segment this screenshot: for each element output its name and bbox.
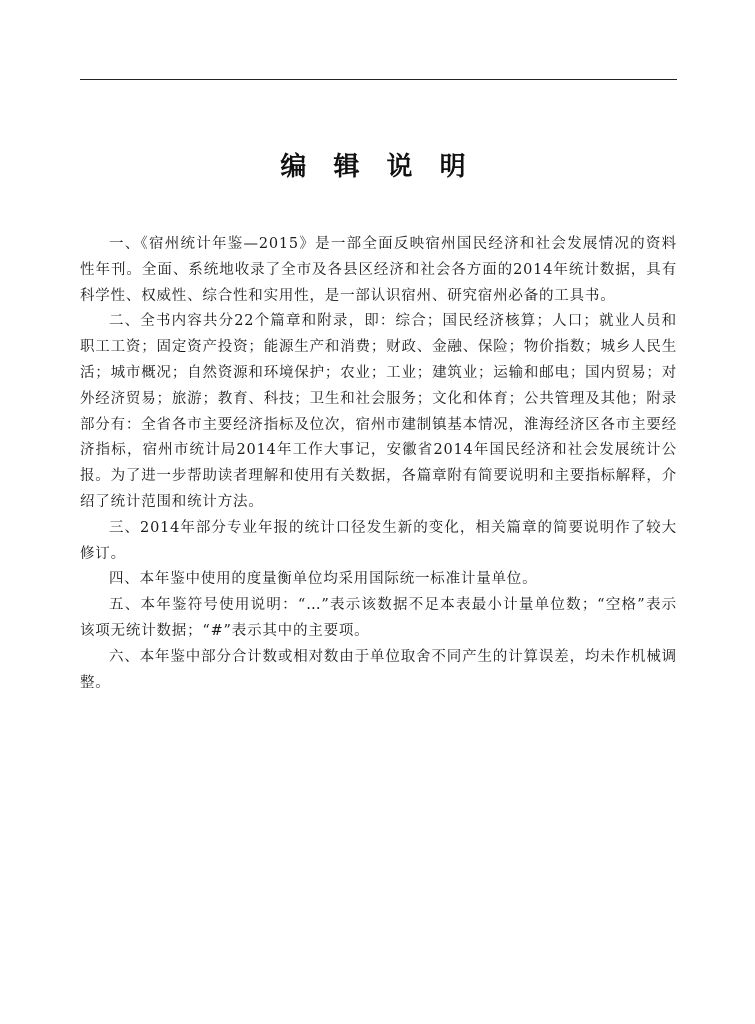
- editorial-notes-body: [80, 232, 677, 696]
- note-paragraph-4: 四、本年鉴中使用的度量衡单位均采用国际统一标准计量单位。: [109, 571, 538, 588]
- note-paragraph-2: 二、全书内容共分22个篇章和附录，即：综合；国民经济核算；人口；就业人员和职工工资；固定资产投资；能源生产和消费；财政、金融、保险；物价指数；城乡人民生活；城市概况；自然资源和环境保护；农业；工业；建筑业；运输和邮电；国内贸易；对外经济贸易；旅游；教育、科技；卫生和社会服务；文化和体育；公共管理及其他；附录部分有：全省各市主要经济指标及位次，宿州市建制镇基本情况，淮海经济区各市主要经济指标，宿州市统计局2014年工作大事记，安徽省2014年国民经济和社会发展统计公报。为了进一步帮助读者理解和使用有关数据，各篇章附有简要说明和主要指标解释，介绍了统计范围和统计方法。: [80, 313, 677, 510]
- page-title: 编 辑 说 明: [280, 152, 475, 183]
- note-paragraph-5: 五、本年鉴符号使用说明：“…”表示该数据不足本表最小计量单位数；“空格”表示该项无统计数据；“#”表示其中的主要项。: [80, 597, 677, 639]
- note-paragraph-6: 六、本年鉴中部分合计数或相对数由于单位取舍不同产生的计算误差，均未作机械调整。: [80, 648, 677, 691]
- note-paragraph-3: 三、2014年部分专业年报的统计口径发生新的变化，相关篇章的简要说明作了较大修订。: [80, 519, 677, 562]
- note-paragraph-1: 一、《宿州统计年鉴—2015》是一部全面反映宿州国民经济和社会发展情况的资料性年刊。全面、系统地收录了全市及各县区经济和社会各方面的2014年统计数据，具有科学性、权威性、综合性和实用性，是一部认识宿州、研究宿州必备的工具书。: [80, 236, 677, 304]
- header-rule: [80, 79, 677, 80]
